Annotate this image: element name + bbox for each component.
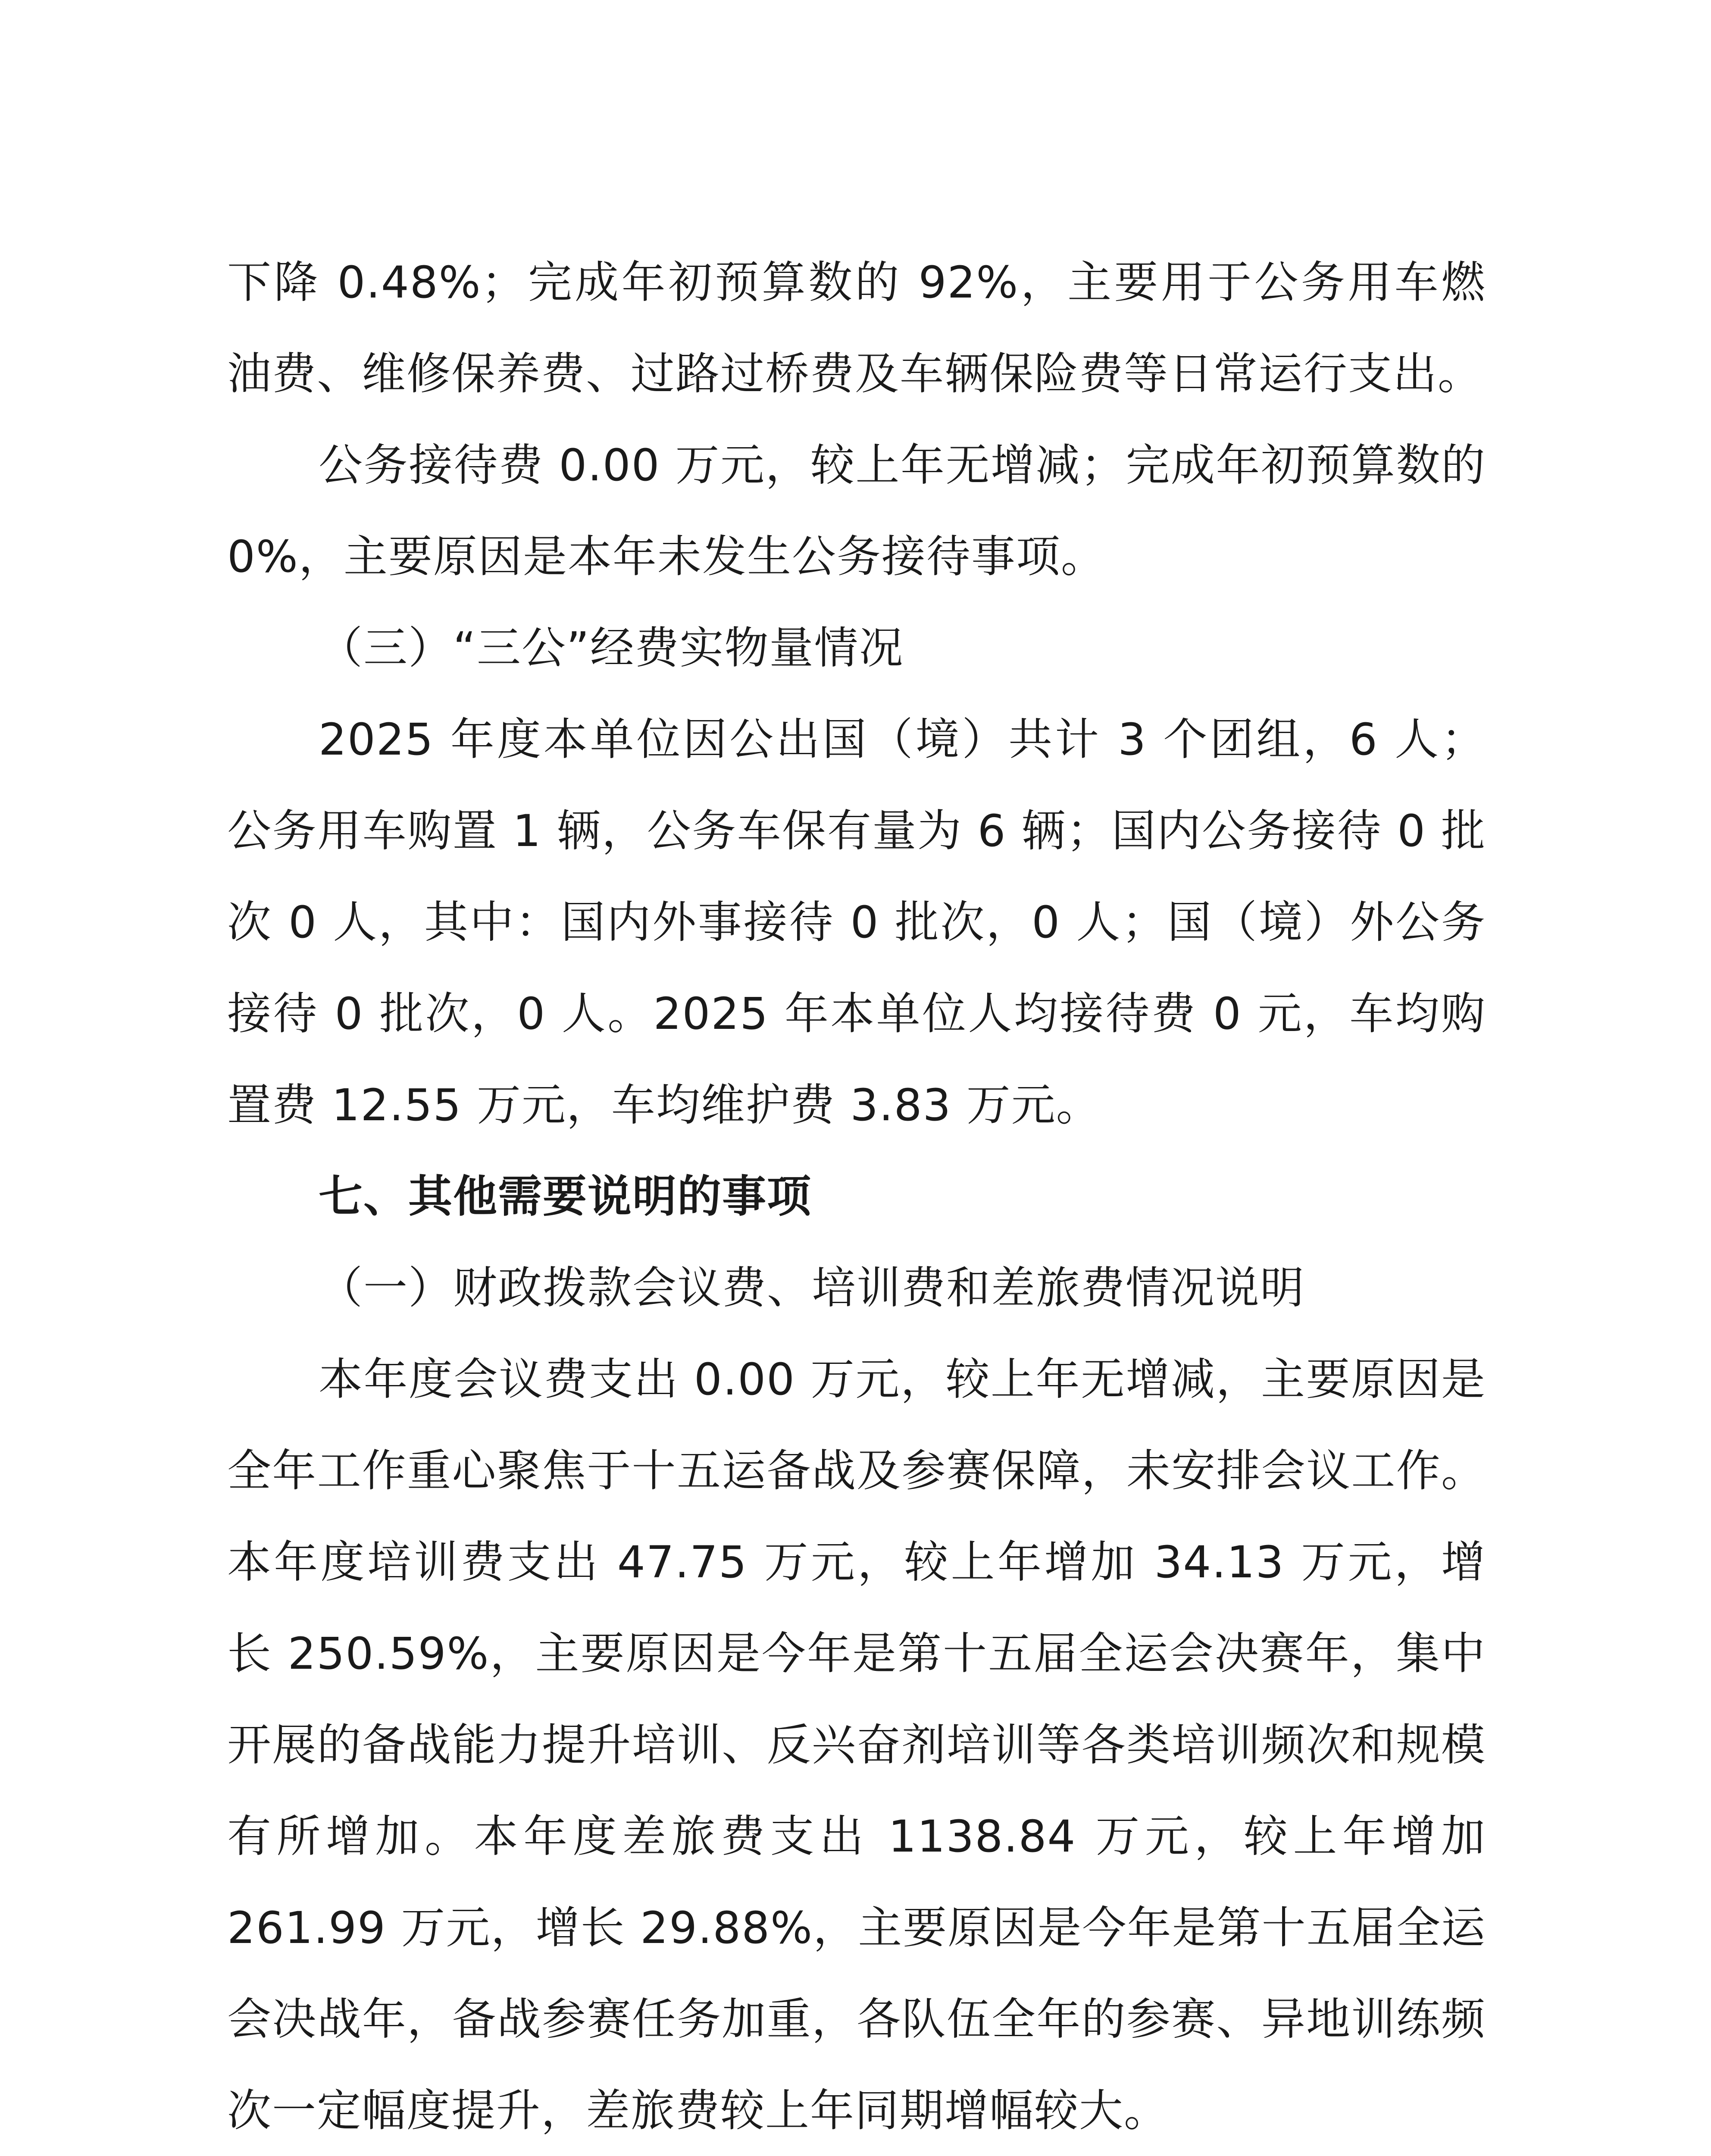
subheading-meeting-training-travel: （一）财政拨款会议费、培训费和差旅费情况说明: [319, 1263, 1305, 1314]
paragraph-reception-fee: 公务接待费 0.00 万元，较上年无增减；完成年初预算数的 0%，主要原因是本年未发生公务接待事项。: [227, 440, 1486, 583]
body-text: [227, 237, 1486, 2156]
paragraph-physical-quantity: 2025 年度本单位因公出国（境）共计 3 个团组，6 人；公务用车购置 1 辆，公务车保有量为 6 辆；国内公务接待 0 批次 0 人，其中：国内外事接待 0 批次，0 人；国（境）外公务接待 0 批次，0 人。2025 年本单位人均接待费 0 元，车均购置费 12.55 万元，车均维护费 3.83 万元。: [227, 714, 1486, 1131]
paragraph-continuation-fuel: 下降 0.48%；完成年初预算数的 92%，主要用于公务用车燃油费、维修保养费、过路过桥费及车辆保险费等日常运行支出。: [227, 257, 1486, 400]
subheading-physical-quantity: （三）“三公”经费实物量情况: [319, 623, 904, 674]
paragraph-meeting-training-travel: 本年度会议费支出 0.00 万元，较上年无增减，主要原因是全年工作重心聚焦于十五运备战及参赛保障，未安排会议工作。本年度培训费支出 47.75 万元，较上年增加 34.13 万元，增长 250.59%，主要原因是今年是第十五届全运会决赛年，集中开展的备战能力提升培训、反兴奋剂培训等各类培训频次和规模有所增加。本年度差旅费支出 1138.84 万元，较上年增加 261.99 万元，增长 29.88%，主要原因是今年是第十五届全运会决战年，备战参赛任务加重，各队伍全年的参赛、异地训练频次一定幅度提升，差旅费较上年同期增幅较大。: [227, 1354, 1486, 2137]
section-heading-other-matters: 七、其他需要说明的事项: [319, 1171, 812, 1222]
